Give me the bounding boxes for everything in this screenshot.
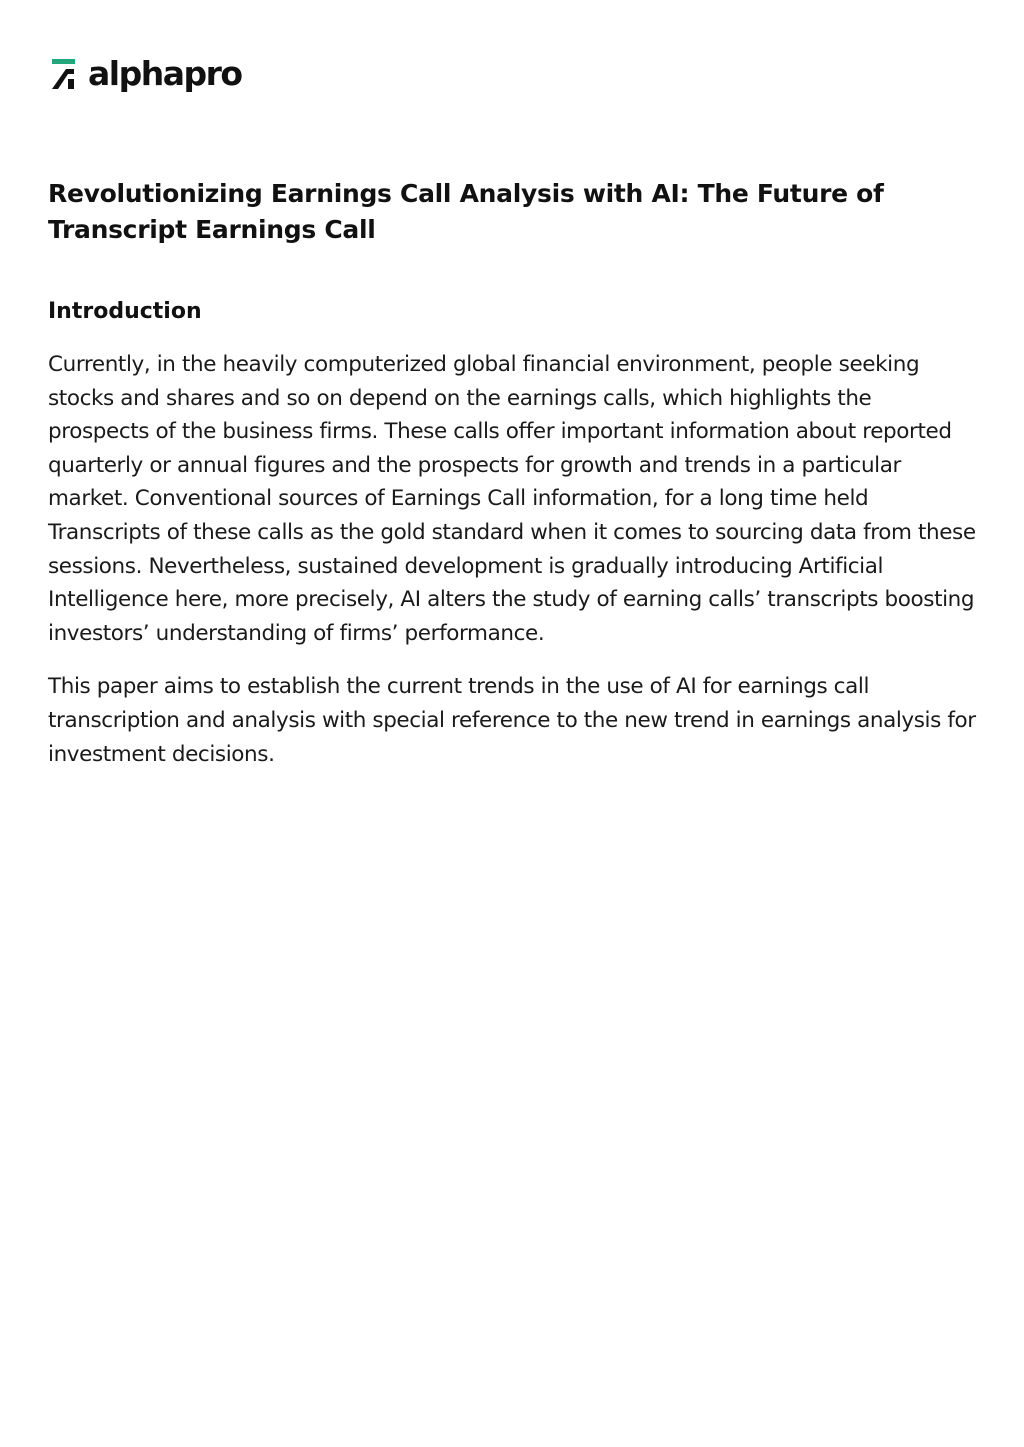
section-heading-introduction: Introduction — [48, 299, 202, 324]
article-content — [48, 176, 978, 791]
paragraph: Currently, in the heavily computerized global financial environment, people seeking stocks and shares and so on depend on the earnings calls, which highlights the prospects of the business firms. These calls offer important information about reported quarterly or annual figures and the prospects for growth and trends in a particular market. Conventional sources of Earnings Call information, for a long time held Transcripts of these calls as the gold standard when it comes to sourcing data from these sessions. Nevertheless, sustained development is gradually introducing Artificial Intelligence here, more precisely, AI alters the study of earning calls’ transcripts boosting investors’ understanding of firms’ performance. — [48, 352, 976, 646]
arrow-up-right-icon — [52, 59, 76, 89]
article-title: Revolutionizing Earnings Call Analysis with AI: The Future of Transcript Earnings Call — [48, 179, 884, 244]
paragraph: This paper aims to establish the current trends in the use of AI for earnings call transcription and analysis with special reference to the new trend in earnings analysis for investment decisions. — [48, 674, 976, 767]
brand-name: alphapro — [88, 54, 242, 93]
brand-logo — [52, 54, 242, 94]
